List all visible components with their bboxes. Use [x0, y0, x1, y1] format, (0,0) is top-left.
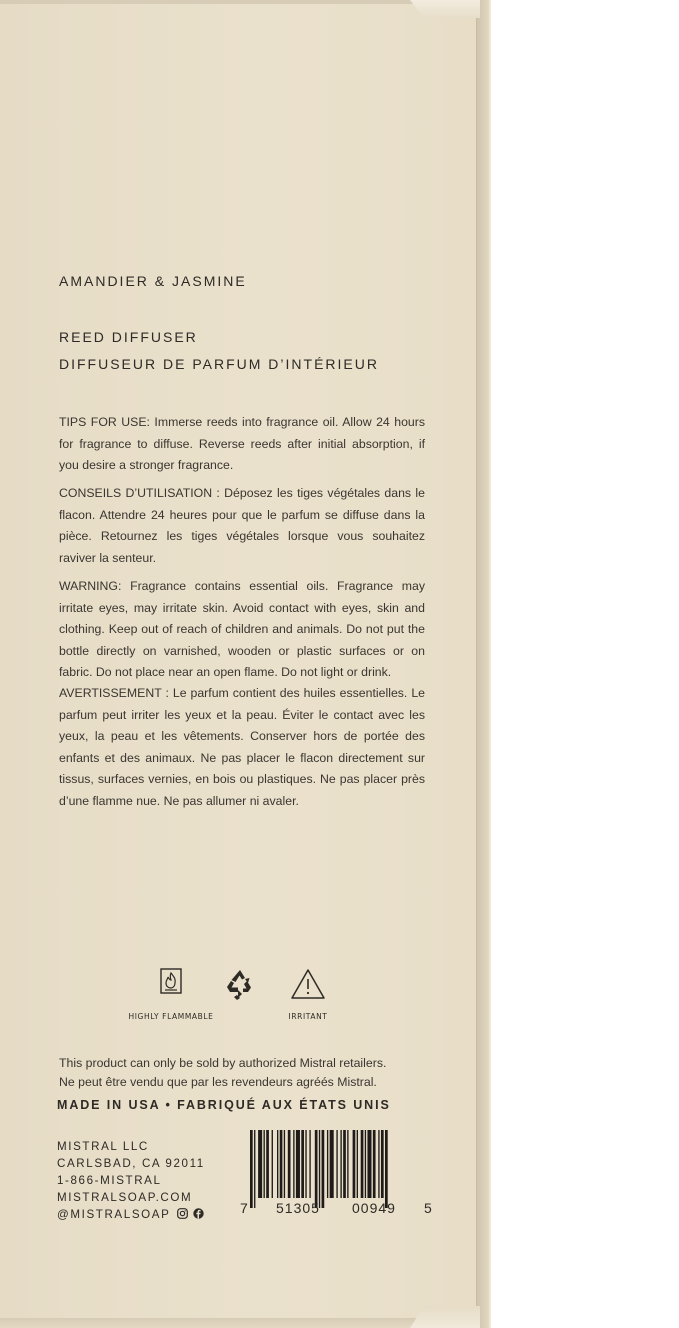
barcode-bar: [315, 1130, 318, 1208]
barcode-bar: [280, 1130, 283, 1198]
barcode-bar: [373, 1130, 376, 1198]
barcode-bar: [301, 1130, 304, 1198]
barcode-bar: [277, 1130, 278, 1198]
barcode-bar: [357, 1130, 358, 1198]
retail-notice-french: Ne peut être vendu que par les revendeurs agréés Mistral.: [59, 1075, 377, 1089]
flammable-symbol: [128, 968, 214, 1021]
product-type-french: DIFFUSEUR DE PARFUM D’INTÉRIEUR: [59, 356, 379, 372]
recycle-symbol: [220, 968, 260, 1000]
barcode-group-left: 51305: [276, 1200, 320, 1216]
barcode-bar: [367, 1130, 371, 1198]
barcode-bar: [381, 1130, 384, 1198]
barcode-group-right: 00949: [352, 1200, 396, 1216]
barcode-bar: [309, 1130, 310, 1198]
barcode-bar: [365, 1130, 366, 1198]
barcode-bar: [385, 1130, 388, 1208]
barcode-bar: [340, 1130, 341, 1198]
package-bottom-edge: [0, 1318, 476, 1328]
warning-french: AVERTISSEMENT : Le parfum contient des huiles essentielles. Le parfum peut irriter les yeux et la peau. Éviter le contact avec les yeux, la peau et les vêtements. Conserver hors de portée des enfants et des animaux. Ne pas placer le flacon directement sur tissus, surfaces vernies, en bois ou plastiques. Ne pas placer près d’une flamme nue. Ne pas allumer ni avaler.: [59, 686, 425, 808]
barcode-bar: [296, 1130, 300, 1198]
irritant-label: IRRITANT: [288, 1012, 328, 1021]
barcode-bar: [250, 1130, 253, 1208]
social-handle: @MISTRALSOAP: [57, 1208, 171, 1221]
company-social: [57, 1208, 204, 1221]
recycle-icon: [223, 968, 257, 1000]
barcode-bar: [288, 1130, 291, 1198]
retail-notice-english: This product can only be sold by authorized Mistral retailers.: [59, 1056, 387, 1070]
barcode: [238, 1128, 436, 1218]
barcode-bar: [264, 1130, 265, 1198]
barcode-bar: [327, 1130, 328, 1198]
barcode-bar: [258, 1130, 262, 1198]
product-type-english: REED DIFFUSER: [59, 329, 198, 345]
barcode-bar: [336, 1130, 337, 1198]
barcode-bar: [293, 1130, 294, 1198]
flammable-label: HIGHLY FLAMMABLE: [128, 1012, 214, 1021]
company-city: CARLSBAD, CA 92011: [57, 1157, 205, 1170]
barcode-bar: [266, 1130, 269, 1198]
company-website: MISTRALSOAP.COM: [57, 1191, 193, 1204]
package-side-panel: [476, 0, 490, 1328]
tips-french: CONSEILS D’UTILISATION : Déposez les tiges végétales dans le flacon. Attendre 24 heures pour que le parfum se diffuse dans la pièce. Retournez les tiges végétales lorsque vous souhaitez raviver la senteur.: [59, 486, 425, 565]
made-in-line: MADE IN USA • FABRIQUÉ AUX ÉTATS UNIS: [57, 1098, 391, 1112]
barcode-bar: [361, 1130, 364, 1198]
warning-english: WARNING: Fragrance contains essential oils. Fragrance may irritate eyes, may irritate skin. Avoid contact with eyes, skin and clothing. Keep out of reach of children and animals. Do not put the bottle directly on varnished, wooden or plastic surfaces or on fabric. Do not place near an open flame. Do not light or drink.: [59, 579, 425, 679]
barcode-bar: [305, 1130, 306, 1198]
flammable-icon: [160, 968, 182, 994]
barcode-bars: [238, 1128, 436, 1218]
company-phone: 1-866-MISTRAL: [57, 1174, 162, 1187]
facebook-icon: [193, 1208, 204, 1219]
package-side-edge: [489, 0, 491, 1328]
barcode-bar: [272, 1130, 273, 1198]
barcode-bar: [330, 1130, 334, 1198]
barcode-digit-last: 5: [424, 1200, 432, 1216]
barcode-bar: [378, 1130, 379, 1198]
barcode-bar: [322, 1130, 325, 1208]
barcode-bar: [347, 1130, 348, 1198]
company-name: MISTRAL LLC: [57, 1140, 149, 1153]
warning-triangle-icon: [290, 968, 326, 1000]
tips-english: TIPS FOR USE: Immerse reeds into fragrance oil. Allow 24 hours for fragrance to diffuse. Reverse reeds after initial absorption, if you desire a stronger fragrance.: [59, 415, 425, 472]
product-name: AMANDIER & JASMINE: [59, 273, 247, 289]
barcode-bar: [343, 1130, 346, 1198]
package-top-edge: [0, 0, 476, 4]
barcode-bar: [254, 1130, 255, 1208]
barcode-bar: [319, 1130, 320, 1208]
irritant-symbol: [283, 968, 333, 1021]
barcode-digit-first: 7: [240, 1200, 248, 1216]
barcode-bar: [284, 1130, 285, 1198]
barcode-bar: [353, 1130, 356, 1198]
instagram-icon: [177, 1208, 188, 1219]
